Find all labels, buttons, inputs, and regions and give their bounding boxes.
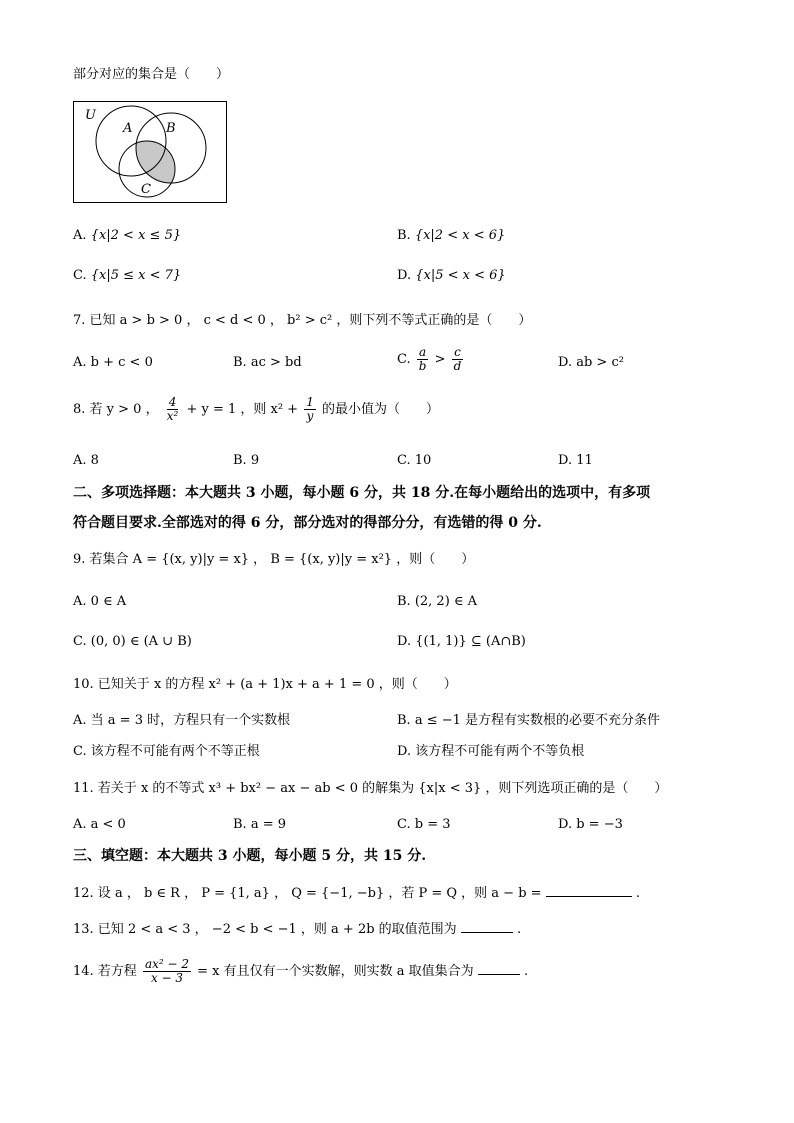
q7-option-b[interactable]: B. ac > bd	[233, 355, 302, 370]
q10-option-d[interactable]: D. 该方程不可能有两个不等负根	[397, 744, 585, 759]
q6-option-c[interactable]: C. {x|5 ≤ x < 7}	[73, 268, 182, 283]
q8-stem: 8. 若 y > 0 ， $\frac{4}{\text{x²}}$ + y = 1 ，则 x² + $\frac{1}{y}$ 的最小值为（ ）	[73, 395, 440, 423]
q6-option-b[interactable]: B. {x|2 < x < 6}	[397, 228, 506, 243]
q6-option-a[interactable]: A. {x|2 < x ≤ 5}	[73, 228, 182, 243]
q11-option-a[interactable]: A. a < 0	[73, 817, 126, 832]
q12-stem: 12. 设 a ， b ∈ R ， P = {1, a} ， Q = {−1, −b} ，若 P = Q ，则 a − b = .	[73, 886, 640, 901]
q13-stem: 13. 已知 2 < a < 3 ， −2 < b < −1 ，则 a + 2b 的取值范围为 .	[73, 922, 522, 937]
q13-answer-blank[interactable]	[461, 920, 513, 933]
venn-diagram	[73, 101, 227, 203]
q7-stem: 7. 已知 a > b > 0 ， c < d < 0 ， b² > c² ，则下列不等式正确的是（ ）	[73, 313, 532, 328]
q7-frac-c-d: $\frac{c}{d}$	[453, 345, 462, 373]
q11-stem: 11. 若关于 x 的不等式 x³ + bx² − ax − ab < 0 的解集为 {x|x < 3} ，则下列选项正确的是（ ）	[73, 781, 668, 796]
q7-option-a[interactable]: A. b + c < 0	[73, 355, 153, 370]
q9-option-d[interactable]: D. {(1, 1)} ⊆ (A∩B)	[397, 634, 526, 649]
label-u: U	[85, 108, 96, 123]
q8-option-d[interactable]: D. 11	[558, 453, 593, 468]
q14-frac: $\frac{\text{ax² − 2}}{x - 3}$	[144, 957, 190, 985]
section2-heading-line1: 二、多项选择题：本大题共 3 小题，每小题 6 分，共 18 分.在每小题给出的选项中，有多项	[73, 485, 651, 501]
q9-stem: 9. 若集合 A = {(x, y)|y = x} ， B = {(x, y)|y = x²} ，则（ ）	[73, 552, 475, 567]
q8-option-b[interactable]: B. 9	[233, 453, 260, 468]
q11-option-c[interactable]: C. b = 3	[397, 817, 451, 832]
q9-option-a[interactable]: A. 0 ∈ A	[73, 594, 127, 609]
q9-option-b[interactable]: B. (2, 2) ∈ A	[397, 594, 478, 609]
intro-text: 部分对应的集合是（ ）	[73, 67, 230, 82]
q8-frac-1-y: $\frac{1}{y}$	[306, 395, 314, 423]
q7-option-c[interactable]: C. $\frac{a}{b}$ > $\frac{c}{d}$	[397, 345, 462, 373]
section2-heading-line2: 符合题目要求.全部选对的得 6 分，部分选对的得部分分，有选错的得 0 分.	[73, 515, 542, 531]
q14-answer-blank[interactable]	[478, 962, 520, 975]
q8-option-a[interactable]: A. 8	[73, 453, 99, 468]
q10-stem: 10. 已知关于 x 的方程 x² + (a + 1)x + a + 1 = 0 ，则（ ）	[73, 677, 457, 692]
q9-option-c[interactable]: C. (0, 0) ∈ (A ∪ B)	[73, 634, 192, 649]
q7-option-d[interactable]: D. ab > c²	[558, 355, 624, 370]
q12-answer-blank[interactable]	[546, 884, 632, 897]
q11-option-b[interactable]: B. a = 9	[233, 817, 286, 832]
q8-frac-4-x2: $\frac{4}{\text{x²}}$	[166, 395, 179, 423]
label-c: C	[141, 182, 151, 197]
q8-option-c[interactable]: C. 10	[397, 453, 432, 468]
q7-frac-a-b: $\frac{a}{b}$	[418, 345, 427, 373]
q14-stem: 14. 若方程 $\frac{\text{ax² − 2}}{x - 3}$ = x 有且仅有一个实数解，则实数 a 取值集合为 .	[73, 957, 529, 985]
section3-heading: 三、填空题：本大题共 3 小题，每小题 5 分，共 15 分.	[73, 848, 427, 864]
q6-option-d[interactable]: D. {x|5 < x < 6}	[397, 268, 506, 283]
q11-option-d[interactable]: D. b = −3	[558, 817, 623, 832]
q10-option-b[interactable]: B. a ≤ −1 是方程有实数根的必要不充分条件	[397, 713, 661, 728]
q10-option-a[interactable]: A. 当 a = 3 时，方程只有一个实数根	[73, 713, 291, 728]
label-b: B	[166, 121, 176, 136]
label-a: A	[123, 121, 133, 136]
q10-option-c[interactable]: C. 该方程不可能有两个不等正根	[73, 744, 260, 759]
